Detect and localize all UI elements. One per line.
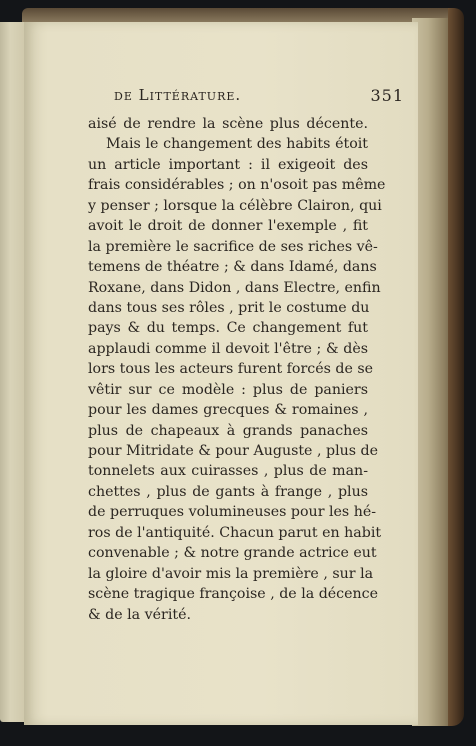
text-line: pour Mitridate & pour Auguste , plus de [88, 443, 379, 459]
text-line: un article important : il exigeoit des [88, 156, 368, 173]
page-number: 351 [370, 86, 404, 105]
text-line: la première le sacrifice de ses riches vê- [88, 238, 378, 255]
text-line: dans tous ses rôles , prit le costume du [88, 299, 370, 316]
text-line: temens de théatre ; & dans Idamé, dans [88, 259, 377, 276]
text-line: Mais le changement des habits étoit [106, 136, 368, 153]
text-line: frais considérables ; on n'osoit pas même [88, 177, 386, 194]
text-line: pays & du temps. Ce changement fut [88, 320, 368, 337]
running-title: de Littérature. [114, 86, 242, 104]
text-line: y penser ; lorsque la célèbre Clairon, qui [88, 197, 382, 214]
text-line: chettes , plus de gants à frange , plus [88, 483, 368, 500]
book-page [24, 22, 418, 725]
text-line: tonnelets aux cuirasses , plus de man- [88, 463, 368, 480]
text-line: lors tous les acteurs furent forcés de se [88, 361, 374, 378]
text-line: ros de l'antiquité. Chacun parut en habit [88, 524, 382, 541]
running-head [114, 86, 404, 104]
text-line: aisé de rendre la scène plus décente. [88, 116, 368, 132]
text-line: de perruques volumineuses pour les hé- [88, 504, 377, 521]
facing-page-edge [0, 22, 27, 722]
text-line: la gloire d'avoir mis la première , sur la [88, 565, 374, 582]
body-text [88, 114, 386, 625]
text-line: plus de chapeaux à grands panaches [88, 422, 368, 439]
text-line: avoit le droit de donner l'exemple , fit [88, 218, 368, 235]
text-line: & de la vérité. [88, 606, 191, 623]
text-line: scène tragique françoise , de la décence [88, 586, 379, 603]
text-line: convenable ; & notre grande actrice eut [88, 545, 377, 562]
book-cover-edge [448, 8, 464, 726]
text-line: Roxane, dans Didon , dans Electre, enfin [88, 279, 381, 296]
text-line: vêtir sur ce modèle : plus de paniers [88, 381, 368, 398]
text-line: applaudi comme il devoit l'être ; & dès [88, 340, 368, 357]
text-line: pour les dames grecques & romaines , [88, 402, 368, 419]
